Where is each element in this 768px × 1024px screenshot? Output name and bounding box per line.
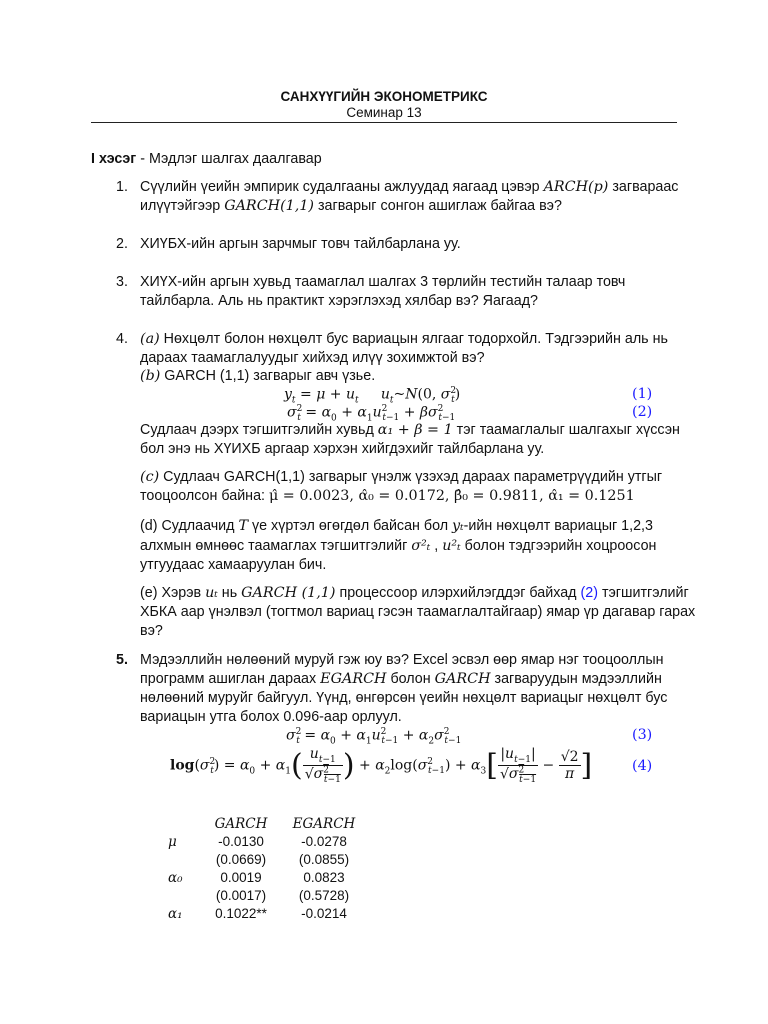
table-row [168,833,368,851]
table-row [168,905,368,923]
equation-4-number: (4) [632,758,653,774]
q3-line-2: тайлбарла. Аль нь практикт хэрэглэхэд хялбар вэ? Яагаад? [140,293,538,309]
q4d-text-4: алхмын өмнөөс таамаглах тэгшитгэлийг [140,538,412,554]
section-title: Мэдлэг шалгах даалгавар [148,151,322,167]
q1-text-d: загварыг сонгон ашиглаж байгаа вэ? [314,198,562,214]
q4e-line-2: ХБКА аар үнэлвэл (тогтмол вариац гэсэн таамаглалтайгаар) ямар үр дагавар гарах [140,604,696,620]
table-cell: -0.0130 [218,834,264,849]
table-row-label [168,887,202,905]
q4e-text-1: (e) Хэрэв [140,585,206,601]
table-row [168,869,368,887]
table-header-row [168,815,368,833]
table-header-cell: EGARCH [292,816,356,832]
section-dash: - [136,151,149,167]
q4b-text-1: GARCH (1,1) загварыг авч үзье. [160,368,376,384]
q5-text-3: загваруудын мэдээллийн [490,671,662,687]
q1-text-a: Сүүлийн үеийн эмпирик судалгааны ажлуудад яагаад цэвэр [140,179,544,195]
q4c-line-1 [140,469,662,485]
q3-line-1: ХИҮХ-ийн аргын хувьд таамаглал шалгах 3 төрлийн тестийн талаар товч [140,274,626,290]
q1-line-1 [140,179,678,195]
q5-math-egarch: EGARCH [320,671,387,687]
q4-number: 4. [116,331,128,347]
q2-number: 2. [116,236,128,252]
table-row-label: α₀ [168,870,183,886]
q4b-math: α₁ + β = 1 [377,422,453,438]
q4c-tag: (c) [140,469,160,485]
q4d-math-sigma: σ²ₜ [411,538,431,554]
equation-1: $y_t = \mu + u_t$ $u_t\sim N(0$, $\sigma^2_t$) [284,386,461,406]
q4c-params: μ̂ = 0.0023, α̂₀ = 0.0172, β̂₀ = 0.9811, α̂₁ = 0.1251 [268,488,635,504]
table-row [168,851,368,869]
equation-4: $\log(\sigma^2_t) = \alpha_0 + \alpha_1$( $\frac{u_{t-1}}{√\sigma^2_{t-1}}$ ) + $\alpha_2\log(\sigma^2_{t-1}) + \alpha_3$[ $\frac{|u_{t-1}|}{√\sigma^2_{t-1}}$ − $\frac{√2}{\pi}$ ] [170,746,593,786]
header-rule [91,122,677,123]
q4e-text-2: нь [217,585,242,601]
q5-line-2 [140,671,662,687]
q1-line-2 [140,198,562,214]
q4e-line-1 [140,585,689,601]
table-row [168,887,368,905]
table-cell: (0.0855) [298,852,350,867]
q2-text: ХИҮБХ-ийн аргын зарчмыг товч тайлбарлана уу. [140,236,461,252]
section-label: I хэсэг [91,151,137,167]
q4a-tag: (a) [140,331,160,347]
table-cell: (0.0669) [215,852,267,867]
table-row-label [168,851,202,869]
q1-text-c: илүүтэйгээр [140,198,225,214]
table-cell: (0.5728) [298,888,350,903]
table-header-cell [168,815,202,833]
q4c-line-2 [140,488,635,504]
equation-3: $\sigma^2_t = \alpha_0 + \alpha_1u^2_{t-1} + \alpha_2\sigma^2_{t-1}$ [286,727,462,747]
q4d-math-u: u²ₜ [442,538,461,554]
q4e-text-4: тэгшитгэлийг [597,585,689,601]
q4e-text-3: процессоор илэрхийлэгддэг байхад [335,585,581,601]
q4b-line-2 [140,422,680,438]
q4d-text-5: , [430,538,443,554]
q4c-text-2: тооцоолсон байна: [140,488,269,504]
q4d-text-2: үе хүртэл өгөгдөл байсан бол [248,518,453,534]
q4e-eq-ref[interactable]: (2) [580,585,598,601]
q4d-text-6: болон тэдгээрийн хоцроосон [460,538,657,554]
q4d-text-1: (d) Судлаачид [140,518,239,534]
q4d-math-T: T [238,518,249,534]
q4d-line-1 [140,518,653,534]
table-row-label: μ [168,834,177,850]
q4c-text-1: Судлаач GARCH(1,1) загварыг үнэлж үзэхэд дараах параметрүүдийн утгыг [159,469,663,485]
table-cell: (0.0017) [215,888,267,903]
q5-text-1: программ ашиглан дараах [140,671,321,687]
q4e-line-3: вэ? [140,623,163,639]
q4b-line-1 [140,368,375,384]
table-row-label: α₁ [168,906,183,922]
table-cell: 0.0019 [220,870,262,885]
section-heading [91,151,322,167]
q4d-line-3: утгуудаас хамааруулан бич. [140,557,327,573]
q1-math-garch: GARCH(1,1) [224,198,314,214]
results-table [168,815,368,923]
q4b-line-3: бол энэ нь ХҮИХБ аргаар хэрхэн хийгдэхийг тайлбарлана уу. [140,441,545,457]
q5-line-3: нөлөөний муруйг байгуул. Үүнд, өнгөрсөн үеийн нөхцөлт вариацыг нөхцөлт бус [140,690,668,706]
q4d-math-y: yₜ [452,518,464,534]
q4d-line-2 [140,538,656,554]
q3-number: 3. [116,274,128,290]
q4b-tag: (b) [140,368,161,384]
q4a-line-2: дараах таамаглалуудыг хийхэд илүү зохимжтой вэ? [140,350,485,366]
q5-line-4: вариацын утга болох 0.096-аар орлуул. [140,709,402,725]
table-cell: 0.1022** [215,906,267,921]
equation-1-number: (1) [632,386,653,402]
q4d-text-3: -ийн нөхцөлт вариацыг 1,2,3 [463,518,653,534]
table-cell: 0.0823 [303,870,345,885]
q1-math-arch: ARCH(p) [543,179,609,195]
q5-number: 5. [116,652,128,668]
equation-2-number: (2) [632,404,653,420]
q4b-text-2: Судлаач дээрх тэгшитгэлийн хувьд [140,422,378,438]
q5-line-1: Мэдээллийн нөлөөний муруй гэж юу вэ? Excel эсвэл өөр ямар нэг тооцооллын [140,652,664,668]
table-header-cell: GARCH [214,816,268,832]
q1-number: 1. [116,179,128,195]
equation-2: $\sigma^2_t = \alpha_0 + \alpha_1u^2_{t-1} + \beta\sigma^2_{t-1}$ [287,404,456,424]
q4e-math-u: uₜ [205,585,218,601]
q4a-text-1: Нөхцөлт болон нөхцөлт бус вариацын ялгааг тодорхойл. Тэдгээрийн аль нь [159,331,668,347]
equation-3-number: (3) [632,727,653,743]
document-title: САНХҮҮГИЙН ЭКОНОМЕТРИКС [280,89,488,104]
q4b-text-3: тэг таамаглалыг шалгахыг хүссэн [452,422,680,438]
document-subtitle: Семинар 13 [346,105,422,120]
q5-math-garch: GARCH [434,671,491,687]
q4e-math-garch: GARCH (1,1) [241,585,336,601]
table-cell: -0.0278 [301,834,347,849]
table-cell: -0.0214 [301,906,347,921]
q4a-line-1 [140,331,668,347]
q1-text-b: загвараас [608,179,679,195]
q5-text-2: болон [386,671,435,687]
